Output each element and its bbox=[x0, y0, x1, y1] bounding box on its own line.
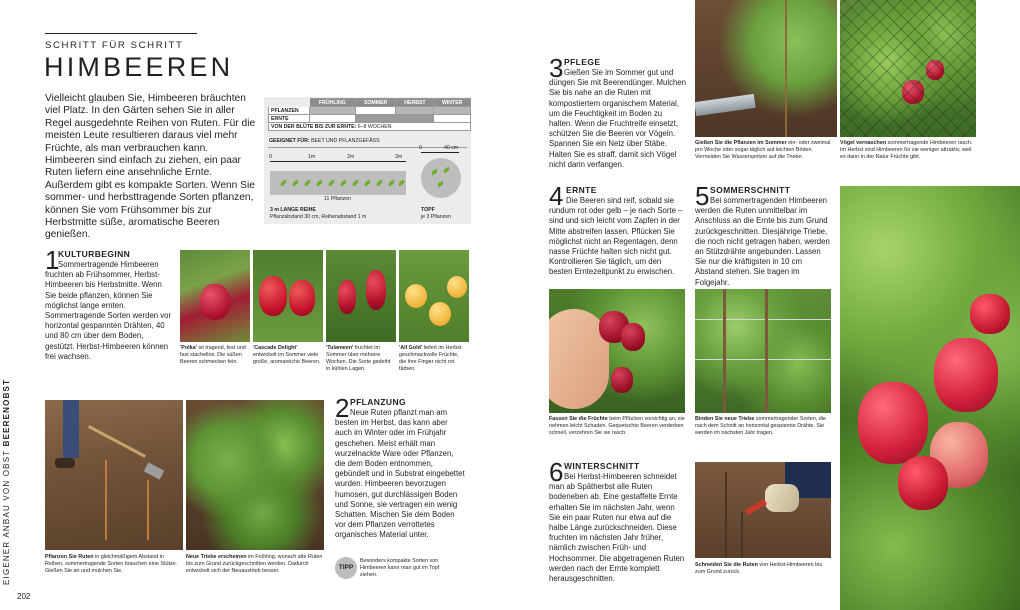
header-rule bbox=[45, 33, 197, 34]
photo-new-shoots bbox=[186, 400, 324, 550]
caption-plant-rods: Pflanzen Sie Ruten in gleichmäßigem Abstand in Reihen, sommertragende Sorten brauchen eine Stütze. Gießen Sie an und mulchen Sie. bbox=[45, 554, 178, 574]
step-title: PFLEGE bbox=[564, 57, 601, 67]
season-header: HERBST bbox=[396, 99, 434, 107]
side-label-light: EIGENER ANBAU VON OBST bbox=[2, 449, 11, 585]
step-title: PFLANZUNG bbox=[350, 397, 407, 407]
planting-calendar bbox=[264, 97, 471, 224]
caption-birds: Vögel vernaschen sommertragende Himbeeren rasch. Im Herbst sind Himbeeren für sie weniger attraktiv, weil es dann in der Natur Früchte gibt. bbox=[840, 140, 973, 160]
side-label-bold: BEERENOBST bbox=[2, 378, 11, 447]
divider bbox=[268, 147, 467, 148]
photo-polka bbox=[180, 250, 250, 342]
photo-cutting bbox=[695, 462, 831, 558]
photo-tulameen bbox=[326, 250, 396, 342]
tip-badge: TIPP bbox=[335, 557, 357, 579]
scale-tick: 0 bbox=[269, 154, 272, 160]
photo-watering bbox=[695, 0, 837, 137]
step-number: 4 bbox=[549, 181, 564, 211]
scale-line bbox=[270, 161, 406, 162]
photo-planting-rods bbox=[45, 400, 183, 550]
caption-grip: Fassen Sie die Früchte beim Pflücken vorsichtig an, sie nehmen leicht Schaden. Gequetschte Beeren verderben schnell, verzehren Sie sie rasch. bbox=[549, 416, 685, 436]
page-number: 202 bbox=[17, 592, 31, 601]
page-title: HIMBEEREN bbox=[44, 52, 234, 82]
season-header: WINTER bbox=[434, 99, 471, 107]
variety-caption: 'All Gold' liefert im Herbst geschmackvolle Früchte, die ihre Finger nicht rot färben. bbox=[399, 345, 462, 372]
caption-new-shoots: Neue Triebe erscheinen im Frühling, wonach alte Ruten bis zum Grund zurückgeschnitten werden. Dadurch entwickelt sich der Neuaustrieb besser. bbox=[186, 554, 323, 574]
plant-count: 11 Pflanzen bbox=[324, 196, 352, 202]
pot-title: TOPF bbox=[421, 207, 435, 213]
pot-tick: 40 cm bbox=[444, 145, 459, 151]
step-text: Sommertragende Himbeeren fruchten ab Frühsommer, Herbst-Himbeeren bis Herbstmitte. Wenn Sie beide pflanzen, können Sie möglichst lange ernten. Sommertragende Sorten werden vor horizontal gespannten Drähten, 40 und 80 cm über dem Boden, gestützt. Herbst-Himbeeren können frei wachsen. bbox=[45, 260, 172, 361]
bloom-label: VON DER BLÜTE BIS ZUR ERNTE: bbox=[271, 123, 357, 130]
row-title: 3 m LANGE REIHE bbox=[270, 207, 316, 213]
step-text: Bei Herbst-Himbeeren schneidet man ab Spätherbst alle Ruten bodeneben ab. Eine gestaffelte Ernte erhalten Sie im nächsten Jahr, wenn Sie ein paar Ruten nur etwa auf die halbe Länge zurückschneiden. Diese fruchten im nächsten Jahr früher, nämlich zwischen Früh- und Hochsommer. Die abgetragenen Ruten werden nach der Ernte komplett herausgeschnitten. bbox=[549, 472, 685, 584]
photo-raspberries-large bbox=[840, 186, 1020, 610]
step-number: 5 bbox=[695, 181, 710, 211]
season-header: FRÜHLING bbox=[310, 99, 356, 107]
scale-tick: 1m bbox=[308, 154, 316, 160]
pot-sub: je 3 Pflanzen bbox=[421, 214, 451, 220]
step-title: WINTERSCHNITT bbox=[564, 461, 640, 471]
step-title: SOMMERSCHNITT bbox=[710, 185, 791, 195]
tip-text: Besonders kompakte Sorten von Himbeeren kann man gut im Topf ziehen. bbox=[360, 558, 440, 578]
step-number: 3 bbox=[549, 53, 564, 83]
intro-text: Vielleicht glauben Sie, Himbeeren bräuchten viel Platz. In den Gärten sehen Sie in aller Regel ausgedehnte Reihen von Ruten. Für die meisten Leute resultieren daraus viel mehr Früchte, als man verbrauchen kann. Himbeeren sind einfach zu ziehen, ein paar Ruten liefern eine ansehnliche Ernte. Außerdem gibt es kompakte Sorten. Wenn Sie sommer- und herbsttragende Sorten pflanzen, können Sie vom Frühsommer bis zur Herbstmitte süße, aromatische Beeren genießen. bbox=[45, 93, 256, 241]
row-label-planting: PFLANZEN bbox=[269, 107, 310, 115]
photo-birds-net bbox=[840, 0, 976, 137]
variety-caption: 'Tulameen' fruchtet im Sommer über mehrere Wochen. Die Sorte gedeiht in kühlen Lagen. bbox=[326, 345, 391, 372]
pot-circle bbox=[421, 158, 461, 198]
photo-cascade-delight bbox=[253, 250, 323, 342]
side-label bbox=[2, 378, 11, 585]
step-text: Die Beeren sind reif, sobald sie rundum rot oder gelb – je nach Sorte – sind und sich leicht vom Zapfen in der Mitte abstreifen lassen. Pflücken Sie möglichst nicht an Regentagen, denn nasse Früchte halten sich nicht gut. Kontrollieren Sie täglich, um den besten Erntezeitpunkt zu erwischen. bbox=[549, 196, 683, 277]
suitable-value: BEET UND PFLANZGEFÄSS bbox=[311, 138, 380, 144]
step-title: ERNTE bbox=[566, 185, 597, 195]
planting-row-bed bbox=[270, 171, 406, 195]
photo-tying-shoots bbox=[695, 289, 831, 413]
scale-tick: 2m bbox=[347, 154, 355, 160]
variety-caption: 'Cascade Delight' entwickelt im Sommer viele große, aromareiche Beeren. bbox=[253, 345, 321, 365]
kicker: SCHRITT FÜR SCHRITT bbox=[45, 40, 184, 51]
pot-tick: 0 bbox=[419, 145, 422, 151]
row-label-harvest: ERNTE bbox=[269, 115, 310, 123]
pot-scale bbox=[421, 152, 459, 153]
variety-caption: 'Polka' ist tragend, fest und fast stachellos. Die süßen Beeren schmecken fein. bbox=[180, 345, 246, 365]
bloom-value: 6–8 WOCHEN bbox=[357, 123, 392, 130]
row-sub: Pflanzabstand 30 cm, Reihenabstand 1 m bbox=[270, 214, 367, 220]
caption-cut: Schneiden Sie die Ruten von Herbst-Himbeeren bis zum Grund zurück. bbox=[695, 562, 823, 575]
step-number: 6 bbox=[549, 457, 564, 487]
calendar-table bbox=[268, 98, 471, 131]
photo-all-gold bbox=[399, 250, 469, 342]
step-text: Gießen Sie im Sommer gut und düngen Sie mit Beerendünger. Mulchen Sie bis nahe an die Ruten mit kompostiertem organischem Material, um die Feuchtigkeit im Boden zu halten. Wenn die Fruchtreife einsetzt, schützen Sie die Beeren vor Vögeln. Spannen Sie ein Netz über Stäbe. Halten Sie es straff, damit sich Vögel nicht darin verfangen. bbox=[549, 68, 686, 169]
caption-tie: Binden Sie neue Triebe sommertragender Sorten, die nach dem Schnitt an horizontal gespannte Drähte. Sie werden im nächsten Jahr tragen. bbox=[695, 416, 826, 436]
scale-tick: 3m bbox=[395, 154, 403, 160]
step-title: KULTURBEGINN bbox=[58, 249, 131, 259]
suitable-label: GEEIGNET FÜR: bbox=[269, 138, 310, 144]
caption-watering: Gießen Sie die Pflanzen im Sommer ein- oder zweimal pro Woche oder sogar täglich auf leichten Böden. Vermeiden Sie Wasserspritzer auf die Triebe. bbox=[695, 140, 831, 160]
season-header: SOMMER bbox=[355, 99, 396, 107]
photo-picking bbox=[549, 289, 685, 413]
step-text: Neue Ruten pflanzt man am besten im Herbst, das kann aber auch im Winter oder im Frühjahr geschehen. Meist erhält man wurzelnackte Ware oder Pflanzen, die dem Boden entnommen, gebündelt und in Substrat eingebettet wurden. Himbeeren bevorzugen humosen, gut durchlässigen Boden und Sonne, sie vertragen ein wenig Schatten. Mischen Sie dem Boden vor dem Pflanzen verrottetes organisches Material unter. bbox=[335, 408, 465, 540]
step-text: Bei sommertragenden Himbeeren werden die Ruten unmittelbar im Anschluss an die Ernte bis zum Grund zurückgeschnitten. Diesjährige Triebe, die noch nicht getragen haben, werden an Stützdrähte angebunden. Lassen Sie nur die kräftigsten in 10 cm Abstand stehen. Sie tragen im Folgejahr. bbox=[695, 196, 830, 287]
step-number: 1 bbox=[45, 245, 60, 275]
step-number: 2 bbox=[335, 393, 350, 423]
